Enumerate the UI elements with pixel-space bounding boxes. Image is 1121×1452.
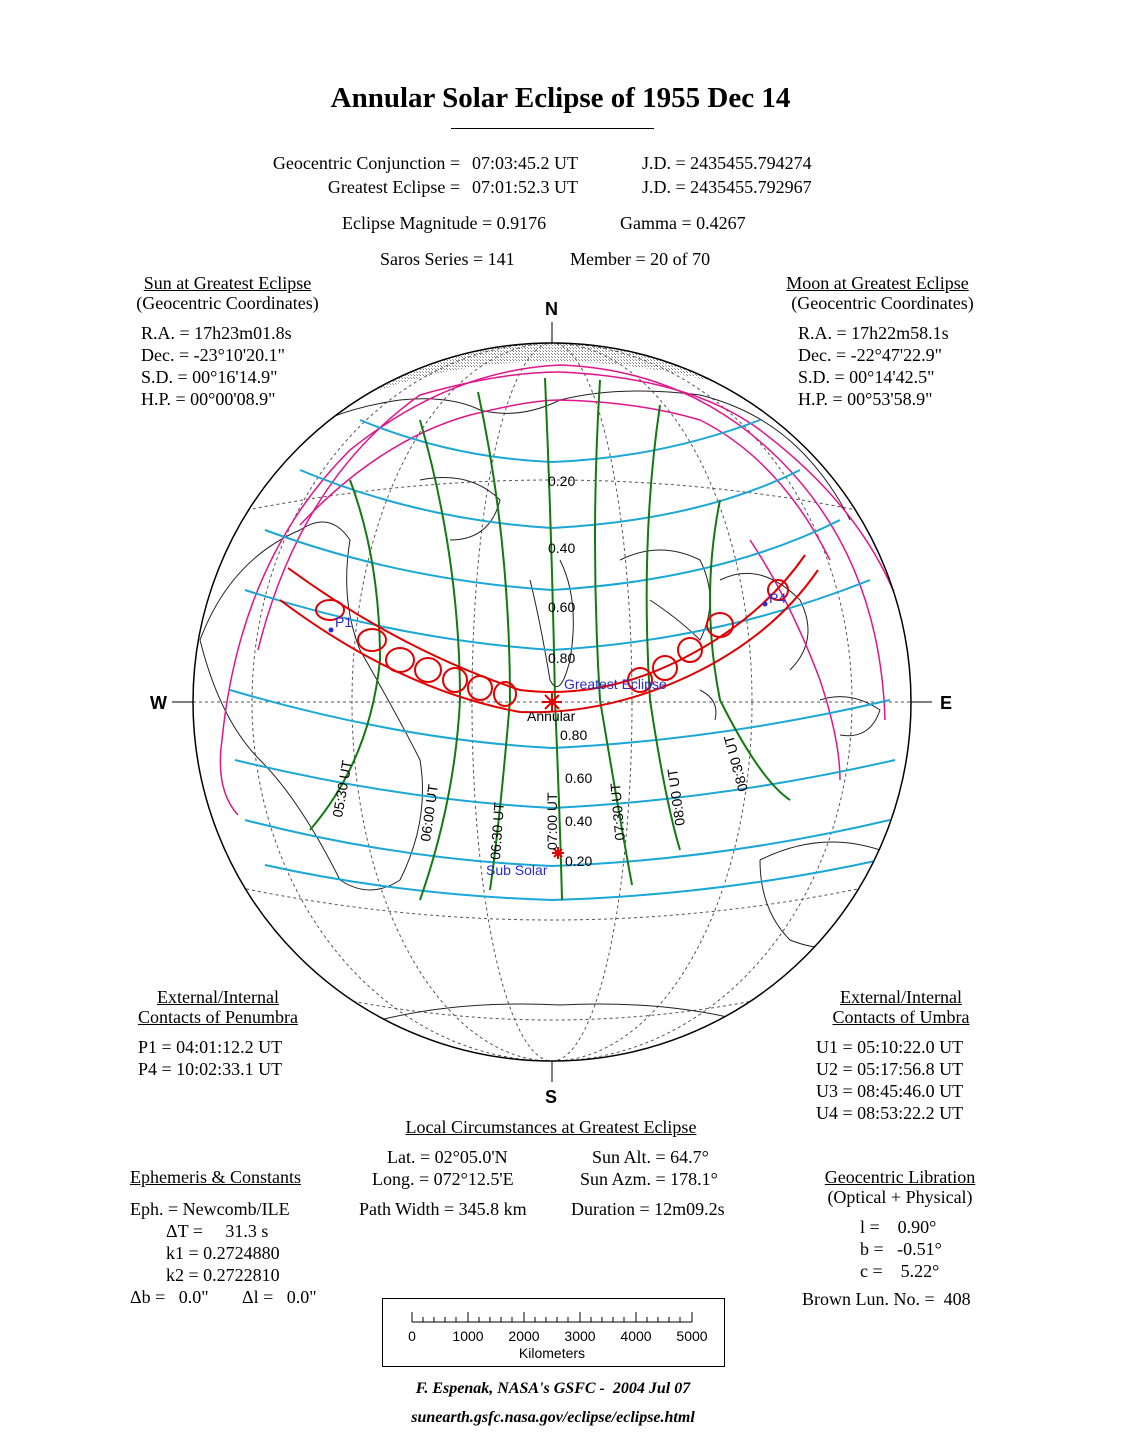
scale-label: 0 (408, 1328, 416, 1344)
magnitude-label: 0.40 (548, 540, 576, 556)
p4-label: P4 (769, 590, 787, 606)
scale-bar (382, 1298, 725, 1367)
moon-subheading: (Geocentric Coordinates) (791, 293, 974, 313)
libration-heading: Geocentric Libration (824, 1167, 976, 1187)
magnitude-label: 0.60 (548, 599, 576, 615)
ephemeris-dl: Δl = 0.0" (242, 1287, 317, 1307)
sub-solar-label: Sub Solar (486, 862, 548, 878)
time-label: 06:30 UT (487, 801, 508, 861)
local-long: Long. = 072°12.5'E (372, 1169, 514, 1189)
compass-south: S (545, 1087, 558, 1107)
sun-sd: S.D. = 00°16'14.9" (141, 367, 278, 387)
umbra-u1: U1 = 05:10:22.0 UT (816, 1037, 964, 1057)
scale-label: 3000 (564, 1328, 596, 1344)
moon-ra: R.A. = 17h22m58.1s (798, 323, 949, 343)
libration-c: c = 5.22° (860, 1261, 940, 1281)
credit-author: F. Espenak, NASA's GSFC - 2004 Jul 07 (415, 1380, 691, 1397)
scale-unit: Kilometers (518, 1345, 586, 1361)
local-lat: Lat. = 02°05.0'N (387, 1147, 508, 1167)
umbra-u2: U2 = 05:17:56.8 UT (816, 1059, 964, 1079)
magnitude-label: 0.20 (548, 473, 576, 489)
umbra-u3: U3 = 08:45:46.0 UT (816, 1081, 964, 1101)
ephemeris-dt: ΔT = 31.3 s (166, 1221, 269, 1241)
time-label: 08:00 UT (664, 767, 688, 827)
moon-heading: Moon at Greatest Eclipse (786, 273, 969, 293)
magnitude-label: 0.80 (560, 727, 588, 743)
local-sun-azm: Sun Azm. = 178.1° (580, 1169, 718, 1189)
sun-dec: Dec. = -23°10'20.1" (141, 345, 285, 365)
p4-marker (763, 602, 768, 607)
time-label: 07:30 UT (607, 782, 628, 842)
ephemeris-heading: Ephemeris & Constants (130, 1167, 301, 1187)
conjunction-jd: J.D. = 2435455.794274 (642, 153, 812, 173)
sun-hp: H.P. = 00°00'08.9" (141, 389, 276, 409)
moon-hp: H.P. = 00°53'58.9" (798, 389, 933, 409)
local-path-width: Path Width = 345.8 km (359, 1199, 527, 1219)
time-label: 07:00 UT (544, 792, 560, 850)
scale-label: 2000 (508, 1328, 540, 1344)
conjunction-time: 07:03:45.2 UT (472, 153, 578, 173)
p1-label: P1 (335, 614, 353, 630)
time-label: 05:30 UT (329, 759, 355, 819)
sun-subheading: (Geocentric Coordinates) (136, 293, 319, 313)
greatest-label: Greatest Eclipse = (327, 177, 460, 197)
moon-dec: Dec. = -22°47'22.9" (798, 345, 942, 365)
umbra-heading-1: External/Internal (840, 987, 962, 1007)
local-sun-alt: Sun Alt. = 64.7° (592, 1147, 709, 1167)
annular-label: Annular (527, 708, 576, 724)
greatest-eclipse-label: Greatest Eclipse (564, 676, 667, 692)
conjunction-label: Geocentric Conjunction = (272, 153, 460, 173)
time-label: 08:30 UT (720, 733, 751, 794)
penumbra-heading-1: External/Internal (157, 987, 279, 1007)
p1-marker (329, 628, 334, 633)
time-label: 06:00 UT (417, 783, 441, 843)
scale-label: 1000 (452, 1328, 484, 1344)
page-title: Annular Solar Eclipse of 1955 Dec 14 (330, 82, 791, 114)
local-duration: Duration = 12m09.2s (571, 1199, 725, 1219)
ephemeris-db: Δb = 0.0" (130, 1287, 209, 1307)
penumbra-heading-2: Contacts of Penumbra (138, 1007, 298, 1027)
compass-west: W (150, 693, 167, 713)
annular-path (280, 555, 818, 712)
greatest-jd: J.D. = 2435455.792967 (642, 177, 812, 197)
libration-l: l = 0.90° (860, 1217, 937, 1237)
umbra-heading-2: Contacts of Umbra (832, 1007, 970, 1027)
saros-series: Saros Series = 141 (380, 249, 515, 269)
scale-ticks (412, 1312, 692, 1322)
local-heading: Local Circumstances at Greatest Eclipse (405, 1117, 697, 1137)
scale-label: 4000 (620, 1328, 652, 1344)
libration-subheading: (Optical + Physical) (827, 1187, 973, 1207)
scale-label: 5000 (676, 1328, 708, 1344)
magnitude-label: 0.80 (548, 650, 576, 666)
penumbra-p1: P1 = 04:01:12.2 UT (138, 1037, 283, 1057)
sun-heading: Sun at Greatest Eclipse (143, 273, 312, 293)
sun-ra: R.A. = 17h23m01.8s (141, 323, 292, 343)
greatest-time: 07:01:52.3 UT (472, 177, 578, 197)
title-divider (451, 128, 654, 129)
ephemeris-k1: k1 = 0.2724880 (166, 1243, 280, 1263)
umbra-u4: U4 = 08:53:22.2 UT (816, 1103, 964, 1123)
eclipse-magnitude: Eclipse Magnitude = 0.9176 (342, 213, 547, 233)
compass-north: N (545, 299, 558, 319)
magnitude-label: 0.60 (565, 770, 593, 786)
gamma: Gamma = 0.4267 (620, 213, 746, 233)
penumbra-p4: P4 = 10:02:33.1 UT (138, 1059, 283, 1079)
magnitude-label: 0.40 (565, 813, 593, 829)
libration-b: b = -0.51° (860, 1239, 942, 1259)
saros-member: Member = 20 of 70 (570, 249, 711, 269)
libration-brown: Brown Lun. No. = 408 (802, 1289, 971, 1309)
moon-sd: S.D. = 00°14'42.5" (798, 367, 935, 387)
ephemeris-k2: k2 = 0.2722810 (166, 1265, 280, 1285)
compass-east: E (940, 693, 953, 713)
credit-url[interactable]: sunearth.gsfc.nasa.gov/eclipse/eclipse.html (411, 1409, 695, 1426)
ephemeris-eph: Eph. = Newcomb/ILE (130, 1199, 290, 1219)
magnitude-label: 0.20 (565, 853, 593, 869)
